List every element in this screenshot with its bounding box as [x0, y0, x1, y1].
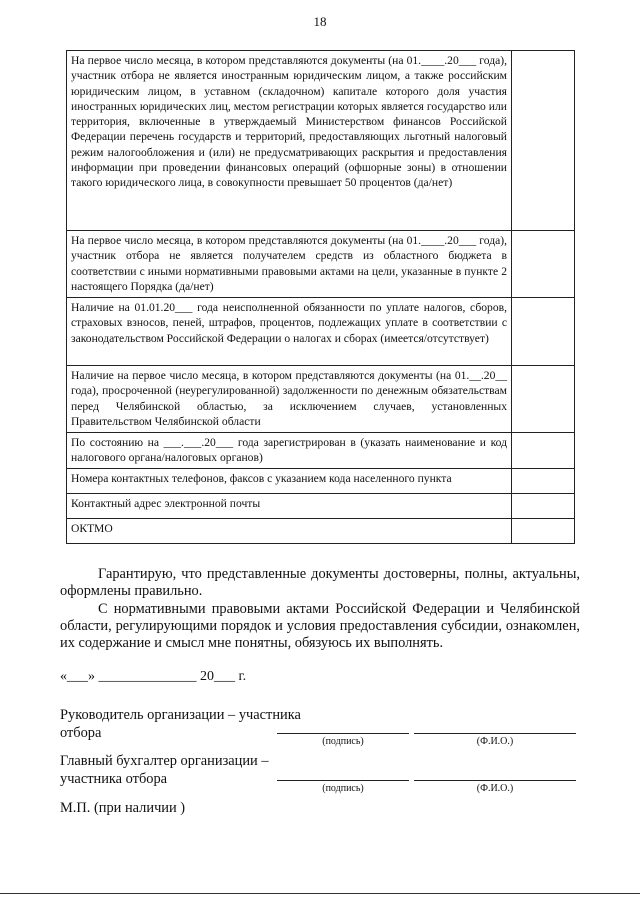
accountant-signature-label: Главный бухгалтер организации – участника отбора: [60, 753, 269, 787]
answer-cell-phones[interactable]: [512, 468, 575, 493]
head-name-caption: (Ф.И.О.): [476, 736, 514, 747]
row-label-overdue-debt: Наличие на первое число месяца, в котором представляются документы (на 01.__.20__ года), просроченной (неурегулированной) задолженности по денежным обязательствам перед Челябинской областью, за исключением случаев, установленных Правительством Челябинской области: [67, 366, 512, 433]
head-signature-line[interactable]: [277, 733, 409, 734]
head-signature-caption: (подпись): [322, 736, 364, 747]
questionnaire-table: [66, 50, 575, 544]
page-number: 18: [313, 14, 327, 29]
accountant-name-line[interactable]: [414, 780, 576, 781]
stamp-label: М.П. (при наличии ): [60, 800, 186, 816]
table-row: [67, 518, 575, 543]
table-row: [67, 298, 575, 366]
table-row: [67, 433, 575, 469]
row-label-email: Контактный адрес электронной почты: [67, 493, 512, 518]
guarantee-paragraph: Гарантирую, что представленные документы достоверны, полны, актуальны, оформлены правильно.: [60, 566, 580, 599]
accountant-name-caption: (Ф.И.О.): [476, 783, 514, 794]
table-row: [67, 231, 575, 298]
bottom-divider: [0, 893, 640, 894]
answer-cell-offshore[interactable]: [512, 51, 575, 231]
head-signature-label: Руководитель организации – участника отбора: [60, 707, 301, 741]
accountant-signature-caption: (подпись): [322, 783, 364, 794]
answer-cell-tax-debt[interactable]: [512, 298, 575, 366]
row-label-tax-debt: Наличие на 01.01.20___ года неисполненной обязанности по уплате налогов, сборов, страховых взносов, пеней, штрафов, процентов, подлежащих уплате в соответствии с законодательством Российской Федерации о налогах и сборах (имеется/отсутствует): [67, 298, 512, 366]
table-row: [67, 468, 575, 493]
table-row: [67, 51, 575, 231]
answer-cell-oktmo[interactable]: [512, 518, 575, 543]
table-row: [67, 493, 575, 518]
accountant-signature-line[interactable]: [277, 780, 409, 781]
answer-cell-overdue-debt[interactable]: [512, 366, 575, 433]
row-label-budget-funds: На первое число месяца, в котором представляются документы (на 01.____.20___ года), участник отбора не является получателем средств из областного бюджета в соответствии с иными нормативными правовыми актами на цели, указанные в пункте 2 настоящего Порядка (да/нет): [67, 231, 512, 298]
row-label-offshore: На первое число месяца, в котором представляются документы (на 01.____.20___ года), участник отбора не является иностранным юридическим лицом, а также российским юридическим лицом, в уставном (складочном) капитале которого доля участия иностранных юридических лиц, местом регистрации которых является государство или территория, включенные в утверждаемый Министерством финансов Российской Федерации перечень государств и территорий, предоставляющих льготный налоговый режим налогообложения и (или) не предусматривающих раскрытия и предоставления информации при проведении финансовых операций (офшорные зоны) в отношении такого юридического лица, в совокупности превышает 50 процентов (да/нет): [67, 51, 512, 231]
row-label-phones: Номера контактных телефонов, факсов с указанием кода населенного пункта: [67, 468, 512, 493]
answer-cell-email[interactable]: [512, 493, 575, 518]
answer-cell-budget-funds[interactable]: [512, 231, 575, 298]
acquaintance-paragraph: С нормативными правовыми актами Российской Федерации и Челябинской области, регулирующими порядок и условия предоставления субсидии, ознакомлен, их содержание и смысл мне понятны, обязуюсь их выполнять.: [60, 601, 580, 651]
date-line: «___» ______________ 20___ г.: [60, 669, 247, 684]
row-label-tax-office: По состоянию на ___.___.20___ года зарегистрирован в (указать наименование и код налогового органа/налоговых органов): [67, 433, 512, 469]
head-name-line[interactable]: [414, 733, 576, 734]
table-row: [67, 366, 575, 433]
row-label-oktmo: ОКТМО: [67, 518, 512, 543]
answer-cell-tax-office[interactable]: [512, 433, 575, 469]
